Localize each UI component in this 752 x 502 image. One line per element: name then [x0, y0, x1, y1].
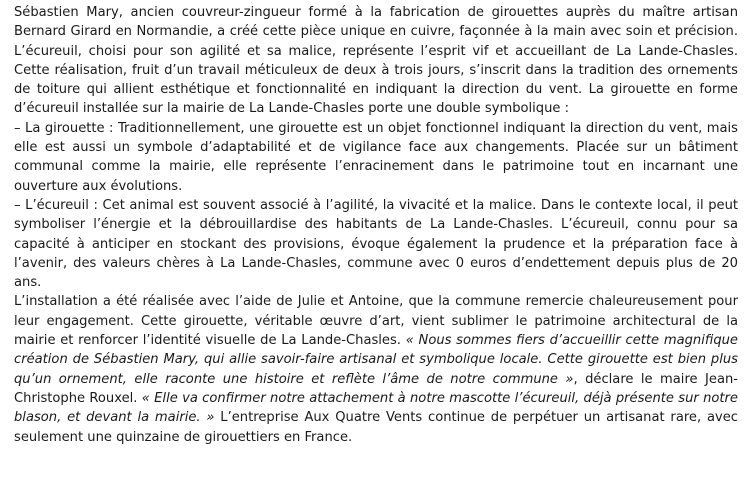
quote-attribution: , déclare le maire Jean-Christophe Rouxel.	[14, 371, 738, 406]
paragraph-girouette: – La girouette : Traditionnellement, une girouette est un objet fonctionnel indiquant la direction du vent, mais elle est aussi un symbole d’adaptabilité et de vigilance face aux changements. Placée sur un bâtiment communal comme la mairie, elle représente l’enracinement dans le patrimoine tout en incarnant une ouverture aux évolutions.	[14, 120, 738, 194]
paragraph-installation	[14, 292, 738, 446]
mayor-quote-1: « Nous sommes fiers d’accueillir cette magnifique création de Sébastien Mary, qui allie savoir-faire artisanal et symbolique locale. Cette girouette est bien plus qu’un ornement, elle raconte une histoire et reflète l’âme de notre commune »	[14, 333, 738, 387]
paragraph-intro: Sébastien Mary, ancien couvreur-zingueur formé à la fabrication de girouettes auprès du maître artisan Bernard Girard en Normandie, a créé cette pièce unique en cuivre, façonnée à la main avec soin et précision. L’écureuil, choisi pour son agilité et sa malice, représente l’esprit vif et accueillant de La Lande-Chasles. Cette réalisation, fruit d’un travail méticuleux de deux à trois jours, s’inscrit dans la tradition des ornements de toiture qui allient esthétique et fonctionnalité en indiquant la direction du vent. La girouette en forme d’écureuil installée sur la mairie de La Lande-Chasles porte une double symbolique :	[14, 5, 738, 117]
closing-text: L’entreprise Aux Quatre Vents continue de perpétuer un artisanat rare, avec seulement une quinzaine de girouettiers en France.	[14, 410, 738, 445]
mayor-quote-2: « Elle va confirmer notre attachement à notre mascotte l’écureuil, déjà présente sur notre blason, et devant la mairie. »	[14, 390, 738, 426]
paragraph-ecureuil: – L’écureuil : Cet animal est souvent associé à l’agilité, la vivacité et la malice. Dans le contexte local, il peut symboliser l’énergie et la débrouillardise des habitants de La Lande-Chasles. L’écureuil, connu pour sa capacité à anticiper en stockant des provisions, évoque également la prudence et la préparation face à l’avenir, des valeurs chères à La Lande-Chasles, commune avec 0 euros d’endettement depuis plus de 20 ans.	[14, 197, 738, 291]
installation-intro-text: L’installation a été réalisée avec l’aide de Julie et Antoine, que la commune remercie chaleureusement pour leur engagement. Cette girouette, véritable œuvre d’art, vient sublimer le patrimoine architectural de la mairie et renforcer l’identité visuelle de La Lande-Chasles.	[14, 294, 738, 349]
